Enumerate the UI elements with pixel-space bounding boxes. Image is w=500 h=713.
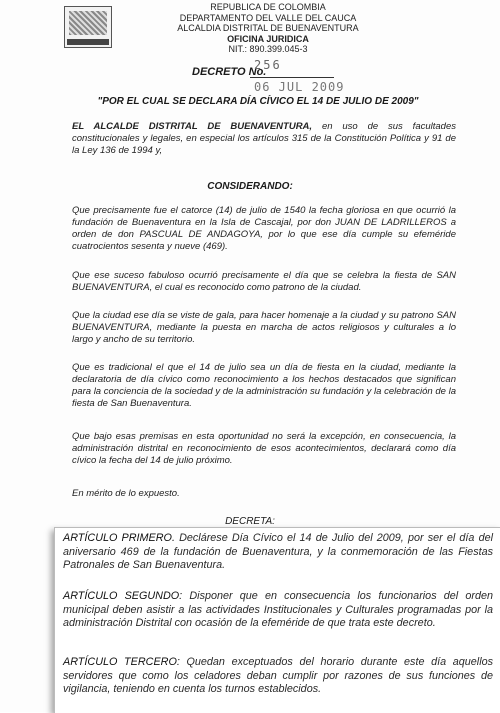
decreto-label: DECRETO No. — [192, 66, 267, 78]
paragraph-5: Que bajo esas premisas en esta oportunidad no será la excepción, en consecuencia, la administración distrital en reconocimiento de esos acontecimientos, declarará como día cívico la fecha del 14 de julio próximo. — [72, 431, 456, 466]
article-segundo-text: Disponer que en consecuencia los funcionarios del orden municipal deben asistir a las actividades Institucionales y Culturales programadas por la administración Distrital con ocasión de la efeméride de que trata este decreto. — [63, 590, 493, 629]
article-tercero-text: Quedan exceptuados del horario durante este día aquellos servidores que como los celadores deban cumplir por razones de sus funciones de vigilancia, teniendo en cuenta los turnos establecidos. — [63, 656, 493, 695]
article-primero — [63, 532, 493, 573]
header-oficina: OFICINA JURIDICA — [227, 33, 309, 44]
header-department: DEPARTAMENTO DEL VALLE DEL CAUCA — [179, 12, 357, 23]
article-segundo-heading: ARTÍCULO SEGUNDO: — [63, 590, 183, 602]
article-tercero-heading: ARTÍCULO TERCERO: — [63, 656, 180, 668]
header-nit: NIT.: 890.399.045-3 — [228, 44, 308, 54]
intro-paragraph — [72, 121, 456, 157]
letterhead — [150, 2, 386, 55]
logo-emblem — [69, 11, 107, 35]
article-primero-text: Declárese Día Cívico el 14 de Julio del 2009, por ser el día del aniversario 469 de la fundación de Buenaventura, y la conmemoración de las Fiestas Patronales de San Buenaventura. — [63, 532, 493, 571]
paragraph-3: Que la ciudad ese día se viste de gala, para hacer homenaje a la ciudad y su patrono SAN BUENAVENTURA, mediante la puesta en marcha de actos religiosos y culturales a lo largo y ancho de su territorio. — [72, 310, 456, 345]
paragraph-2: Que ese suceso fabuloso ocurrió precisamente el día que se celebra la fiesta de SAN BUENAVENTURA, el cual es reconocido como patrono de la ciudad. — [72, 270, 456, 293]
decreto-underline — [250, 77, 334, 78]
paragraph-4: Que es tradicional el que el 14 de julio sea un día de fiesta en la ciudad, mediante la declaratoria de día cívico como reconocimiento a los hechos destacados que significan para la conciencia de la sociedad y de la administración su fundación y la celebración de la fiesta de San Buenaventura. — [72, 362, 456, 409]
article-segundo — [63, 590, 493, 631]
header-republic: REPUBLICA DE COLOMBIA — [210, 2, 326, 12]
decreta-heading: DECRETA: — [225, 516, 275, 527]
alcaldia-logo — [64, 6, 112, 48]
intro-text: en uso de sus facultades constitucionales y legales, en especial los artículos 315 de la Constitución Política y 91 de la Ley 136 de 1994 y, — [72, 121, 456, 156]
paragraph-6: En mérito de lo expuesto. — [72, 488, 180, 499]
decreto-number: 256 — [254, 58, 282, 72]
header-alcaldia: ALCALDIA DISTRITAL DE BUENAVENTURA — [177, 23, 359, 33]
considerando-heading: CONSIDERANDO: — [207, 181, 293, 192]
decree-title: "POR EL CUAL SE DECLARA DÍA CÍVICO EL 14 DE JULIO DE 2009" — [97, 96, 419, 107]
articles-zoom-panel — [54, 527, 500, 713]
date-stamp: 06 JUL 2009 — [254, 80, 345, 94]
logo-ribbon — [67, 39, 109, 45]
article-primero-heading: ARTÍCULO PRIMERO. — [63, 532, 175, 544]
paragraph-1: Que precisamente fue el catorce (14) de julio de 1540 la fecha gloriosa en que ocurrió la fundación de Buenaventura en la Isla de Cascajal, por don JUAN DE LADRILLEROS a orden de don PASCUAL DE ANDAGOYA, por lo que ese día cumple su efeméride cuatrocientos sesenta y nueve (469). — [72, 205, 456, 252]
article-tercero — [63, 656, 493, 697]
intro-bold: EL ALCALDE DISTRITAL DE BUENAVENTURA, — [72, 121, 313, 132]
